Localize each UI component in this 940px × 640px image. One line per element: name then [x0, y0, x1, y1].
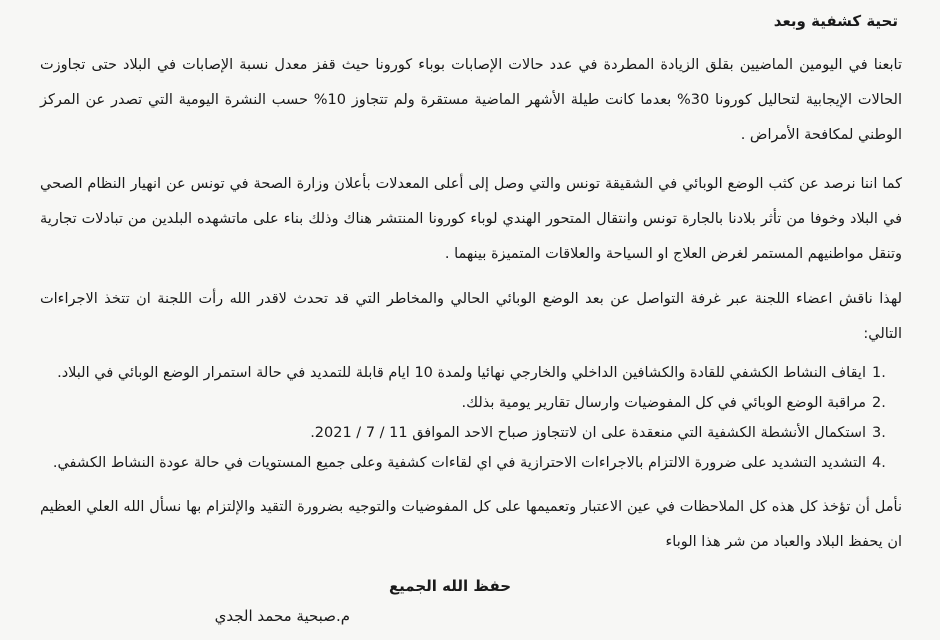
decisions-list	[40, 358, 902, 478]
decision-item	[40, 448, 902, 478]
decision-text: التشديد التشديد على ضرورة الالتزام بالاجراءات الاحترازية في اي لقاءات كشفية وعلى جميع المستويات في حالة عودة النشاط الكشفي.	[52, 455, 866, 471]
decision-text: ايقاف النشاط الكشفي للقادة والكشافين الداخلي والخارجي نهائيا ولمدة 10 ايام قابلة للتمديد في حالة استمرار الوضع الوبائي في البلاد.	[57, 365, 866, 381]
decision-item	[40, 358, 902, 388]
decision-item	[40, 388, 902, 418]
closing-blessing: حفظ الله الجميع	[388, 577, 512, 595]
closing-line-2: ان يحفظ البلاد والعباد من شر هذا الوباء	[665, 534, 902, 550]
decision-number: 4.	[872, 455, 886, 471]
decision-number: 1.	[872, 365, 886, 381]
paragraph-committee-discussion: لهذا ناقش اعضاء اللجنة عبر غرفة التواصل عن بعد الوضع الوبائي الحالي والمخاطر التي قد تحدث لاقدر الله رأت اللجنة ان تتخذ الاجراءات التالي:	[40, 291, 902, 342]
decision-number: 3.	[872, 425, 886, 441]
greeting-heading: تحية كشفية وبعد	[773, 12, 898, 30]
signature-name: م.صبحية محمد الجدي	[214, 607, 350, 625]
decision-number: 2.	[872, 395, 886, 411]
decision-text: مراقبة الوضع الوبائي في كل المفوضيات وارسال تقارير يومية بذلك.	[461, 395, 866, 411]
paragraph-infection-rise: تابعنا في اليومين الماضيين بقلق الزيادة المطردة في عدد حالات الإصابات بوباء كورونا حيث قفز معدل نسبة الإصابات في البلاد حتى تجاوزت الحالات الإيجابية لتحاليل كورونا 30% بعدما كانت طيلة الأشهر الماضية مستقرة ولم تتجاوز 10% حسب النشرة اليومية التي تصدر عن المركز الوطني لمكافحة الأمراض .	[40, 57, 902, 143]
closing-paragraph	[40, 490, 902, 560]
closing-line-1: نأمل أن تؤخذ كل هذه كل الملاحظات في عين الاعتبار وتعميمها على كل المفوضيات والتوجيه بضرورة التقيد والإلتزام بها نسأل الله العلي العظيم	[40, 499, 902, 515]
decision-item	[40, 418, 902, 448]
paragraph-tunisia-situation: كما اننا نرصد عن كثب الوضع الوبائي في الشقيقة تونس والتي وصل إلى أعلى المعدلات بأعلان وزارة الصحة في تونس عن انهيار النظام الصحي في البلاد وخوفا من تأثر بلادنا بالجارة تونس وانتقال المتحور الهندي لوباء كورونا المنتشر هناك وذلك بناء على ماتشهده البلدين من تبادلات تجارية وتنقل مواطنيهم المستمر لغرض العلاج او السياحة والعلاقات المتميزة بينهما .	[40, 176, 902, 262]
decision-text: استكمال الأنشطة الكشفية التي منعقدة على ان لاتتجاوز صباح الاحد الموافق 11 / 7 / 2021.	[310, 425, 866, 441]
